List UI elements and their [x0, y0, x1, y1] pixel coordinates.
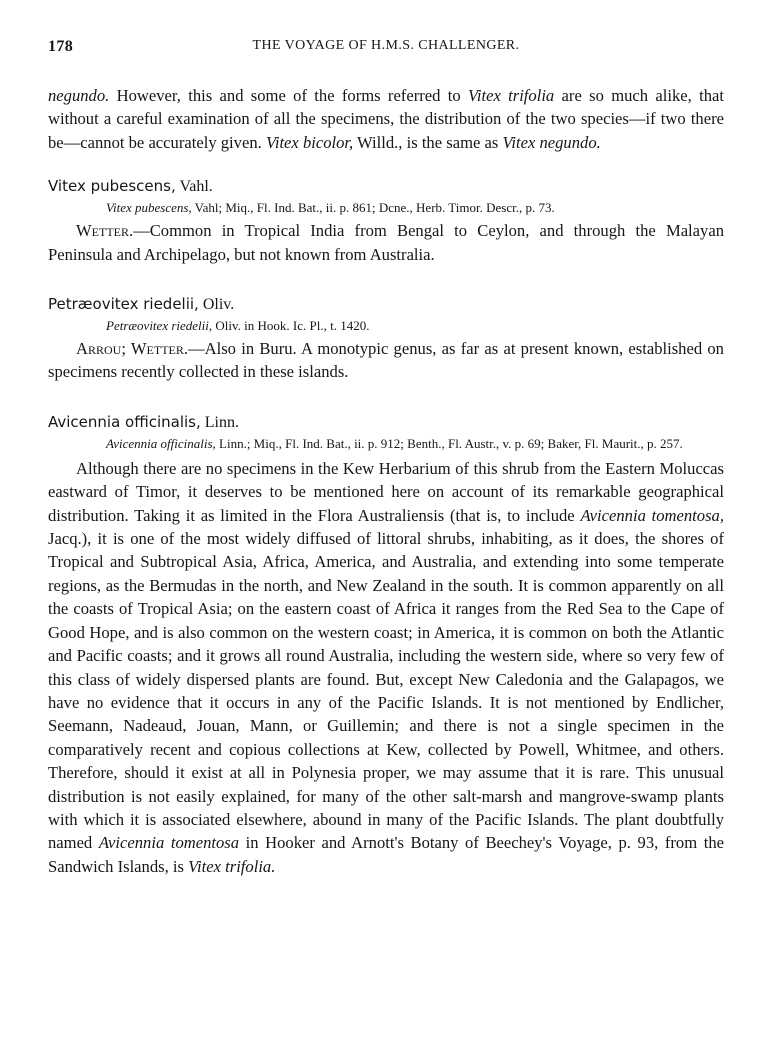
reference-italic: Vitex pubescens,	[106, 200, 192, 216]
species-reference	[48, 317, 724, 335]
page	[48, 38, 724, 878]
running-title: THE VOYAGE OF H.M.S. CHALLENGER.	[252, 38, 520, 53]
species-entry-vitex-pubescens	[48, 176, 724, 266]
avicennia-paragraph	[48, 457, 724, 878]
intro-text-3: Willd., is the same as	[353, 132, 503, 152]
avicennia-italic-3: Vitex trifolia.	[188, 856, 276, 876]
species-note	[48, 337, 724, 384]
species-name: Vitex pubescens,	[48, 177, 176, 196]
intro-italic-1: negundo.	[48, 86, 110, 105]
avicennia-italic-2: Avicennia tomentosa	[98, 833, 240, 853]
intro-text-1: However, this and some of the forms referred to	[109, 86, 468, 105]
intro-paragraph	[48, 84, 724, 154]
reference-text: Oliv. in Hook. Ic. Pl., t. 1420.	[212, 318, 370, 334]
note-text: —Common in Tropical India from Bengal to Ceylon, and through the Malayan Peninsula and Archipelago, but not known from Australia.	[48, 221, 724, 264]
reference-italic: Petræovitex riedelii,	[106, 318, 213, 334]
species-heading	[48, 176, 724, 197]
species-entry-avicennia-officinalis	[48, 412, 724, 878]
species-author: Linn.	[200, 413, 239, 431]
species-heading	[48, 412, 724, 433]
reference-text: Vahl; Miq., Fl. Ind. Bat., ii. p. 861; Dcne., Herb. Timor. Descr., p. 73.	[191, 200, 555, 216]
species-note	[48, 219, 724, 266]
species-name: Petræovitex riedelii,	[48, 295, 199, 314]
reference-text: Linn.; Miq., Fl. Ind. Bat., ii. p. 912; Benth., Fl. Austr., v. p. 69; Baker, Fl. Maurit., p. 257.	[215, 435, 683, 451]
species-author: Vahl.	[175, 178, 213, 196]
intro-italic-2: Vitex trifolia	[467, 86, 555, 105]
intro-italic-4: Vitex negundo.	[502, 132, 601, 152]
note-text: —Also in Buru. A monotypic genus, as far as at present known, established on specimens recently collected in these islands.	[48, 339, 724, 382]
intro-italic-3: Vitex bicolor,	[265, 132, 354, 152]
avicennia-text-1: Although there are no specimens in the Kew Herbarium of this shrub from the Eastern Moluccas eastward of Timor, it deserves to be mentioned here on account of its remarkable geographical distribution. Taking it as limited in the Flora Australiensis (that is, to include	[48, 458, 724, 525]
page-number: 178	[48, 38, 74, 55]
species-entry-petraeovitex-riedelii	[48, 294, 724, 384]
species-reference	[48, 435, 724, 453]
species-heading	[48, 294, 724, 315]
species-author: Oliv.	[198, 296, 235, 314]
avicennia-text-3: in Hooker and Arnott's Botany of Beechey's Voyage, p. 93, from the Sandwich Islands, is	[48, 833, 724, 876]
intro-text-2: are so much alike, that without a careful examination of all the specimens, the distribution of the two species—if two there be—cannot be accurately given.	[48, 86, 724, 152]
avicennia-italic-1: Avicennia tomentosa,	[580, 505, 724, 525]
running-head	[48, 38, 724, 62]
species-reference	[48, 199, 724, 217]
reference-italic: Avicennia officinalis,	[106, 435, 216, 451]
avicennia-text-2: Jacq.), it is one of the most widely diffused of littoral shrubs, inhabiting, as it does, the shores of Tropical and Subtropical Asia, Africa, America, and Australia, and extending into some temperate regions, as the Bermudas in the north, and New Zealand in the south. It is common apparently on all the coasts of Tropical Asia; on the eastern coast of Africa it ranges from the Red Sea to the Cape of Good Hope, and is also common on the western coast; in America, it is common on both the Atlantic and Pacific coasts; and it grows all round Australia, including the western side, where so very few of this class of widely dispersed plants are found. But, except New Caledonia and the Galapagos, we have no evidence that it occurs in any of the Pacific Islands. It is not mentioned by Endlicher, Seemann, Nadeaud, Jouan, Mann, or Guillemin; and there is not a single specimen in the comparatively recent and copious collections at Kew, collected by Powell, Whitmee, and others. Therefore, should it exist at all in Polynesia proper, we may assume that it is rare. This unusual distribution is not easily explained, for many of the other salt-marsh and mangrove-swamp plants with which it is associated elsewhere, abound in many of the Pacific Islands. The plant doubtfully named	[48, 529, 724, 853]
locality: Arrou; Wetter.	[76, 339, 189, 359]
locality: Wetter.	[76, 221, 134, 241]
species-name: Avicennia officinalis,	[48, 412, 201, 431]
